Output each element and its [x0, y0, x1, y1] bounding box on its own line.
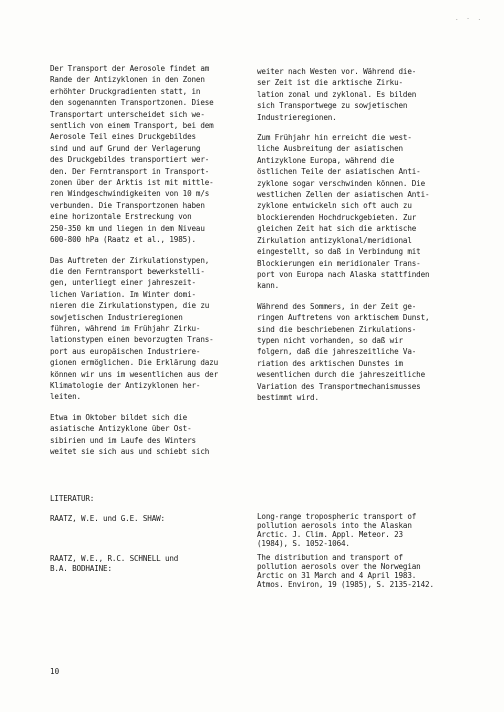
corner-mark: . - . — [455, 15, 484, 22]
paragraph: Zum Frühjahr hin erreicht die west- liche Ausbreitung der asiatischen Antizyklone Europa, während die östlichen Teile der asiatischen Anti- zyklone sogar verschwinden können. Die westlichen Zellen der asiatischen Anti- zyklone entwickeln sich oft auch zu blockierenden Hochdruckgebieten. Zur gleichen Zeit hat sich die arktische Zirkulation antizyklonal/meridional eingestellt, so daß in Verbindung mit Blockierungen ein meridionaler Trans- port von Europa nach Alaska stattfinden kann. — [257, 133, 430, 291]
reference-citation: The distribution and transport of pollution aerosols over the Norwegian Arctic on 31 March and 4 April 1983. Atmos. Environ, 19 (1985), S. 2135-2142. — [257, 553, 434, 589]
reference-authors: RAATZ, W.E. und G.E. SHAW: — [50, 514, 165, 523]
paragraph: Das Auftreten der Zirkulationstypen, die den Ferntransport bewerkstelli- gen, unterliegt einer jahreszeit- lichen Variation. Im Winter domi- nieren die Zirkulationstypen, die zu sowjetischen Industrieregionen führen, während im Frühjahr Zirku- lationstypen einen bevorzugten Trans- port aus europäischen Industriere- gionen ermöglichen. Die Erklärung dazu können wir uns im wesentlichen aus der Klimatologie der Antizyklonen her- leiten. — [50, 255, 219, 402]
left-column — [50, 63, 250, 466]
reference-citation: Long-range tropospheric transport of pollution aerosols into the Alaskan Arctic. J. Clim. Appl. Meteor. 23 (1984), S. 1052-1064. — [257, 512, 417, 548]
literature-heading: LITERATUR: — [50, 494, 95, 503]
paragraph: Etwa im Oktober bildet sich die asiatische Antizyklone über Ost- sibirien und im Laufe des Winters weitet sie sich aus und schiebt sich — [50, 412, 210, 456]
right-column — [257, 66, 457, 412]
reference-authors: RAATZ, W.E., R.C. SCHNELL und B.A. BODHAINE: — [50, 554, 179, 573]
page-number: 10 — [50, 667, 60, 676]
paragraph: Der Transport der Aerosole findet am Rande der Antizyklonen in den Zonen erhöhter Druckgradienten statt, in den sogenannten Transportzonen. Diese Transportart unterscheidet sich we- sentlich von einem Transport, bei dem Aerosole Teil eines Druckgebildes sind und auf Grund der Verlagerung des Druckgebildes transportiert wer- den. Der Ferntransport in Transport- zonen über der Arktis ist mit mittle- ren Windgeschwindigkeiten von 10 m/s verbunden. Die Transportzonen haben eine horizontale Erstreckung von 250-350 km und liegen in dem Niveau 600-800 hPa (Raatz et al., 1985). — [50, 64, 214, 245]
paragraph: Während des Sommers, in der Zeit ge- ringen Auftretens von arktischem Dunst, sind die beschriebenen Zirkulations- typen nicht vorhanden, so daß wir folgern, daß die jahreszeitliche Va- riation des arktischen Dunstes im wesentlichen durch die jahreszeitliche Variation des Transportmechanismusses bestimmt wird. — [257, 301, 430, 402]
paragraph: weiter nach Westen vor. Während die- ser Zeit ist die arktische Zirku- lation zonal und zyklonal. Es bilden sich Transportwege zu sowjetischen Industrieregionen. — [257, 67, 417, 122]
